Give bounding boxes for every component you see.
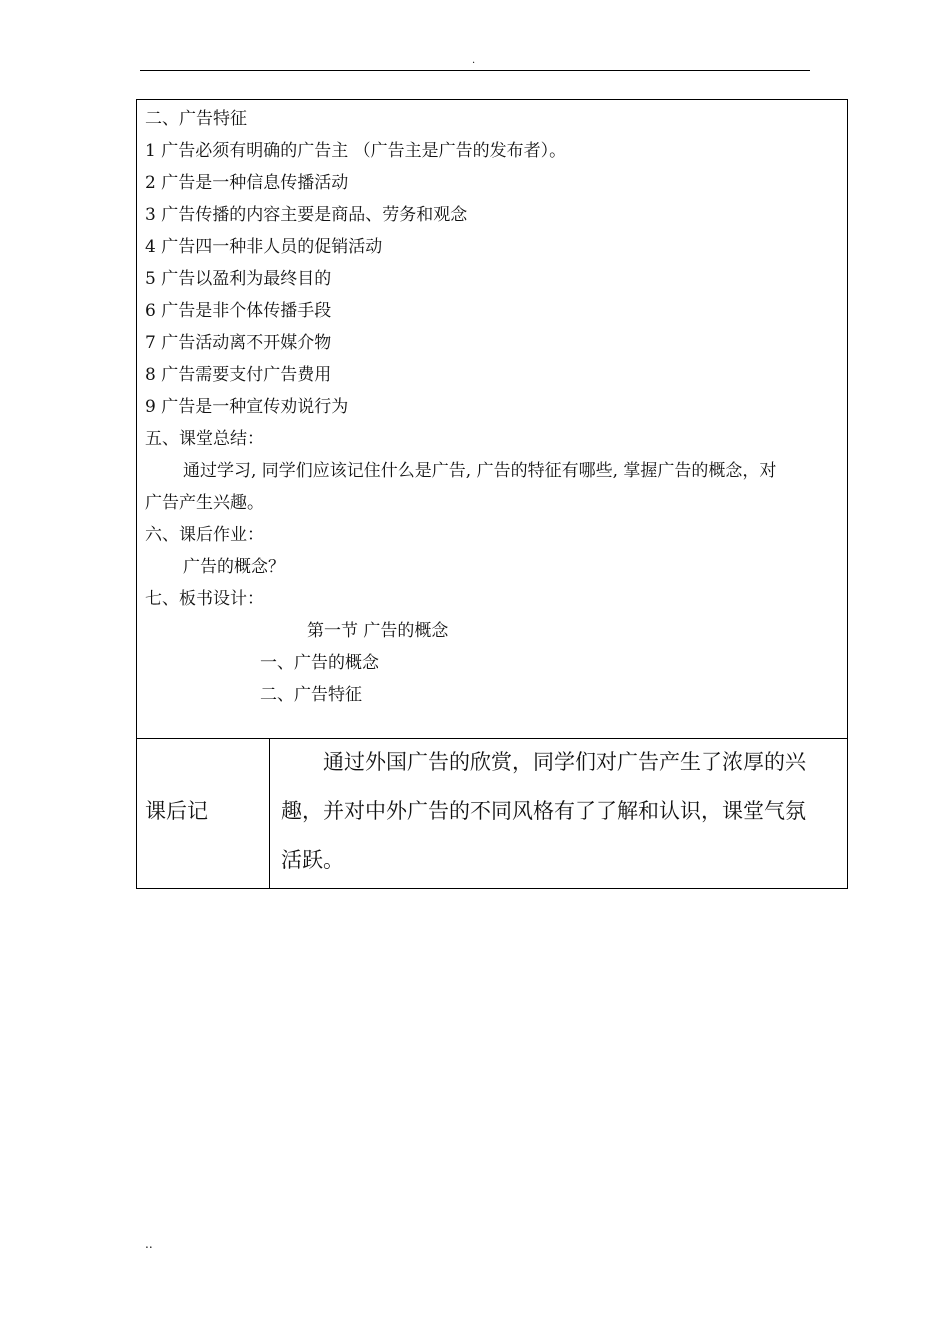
section2-title: 二、广告特征 <box>145 109 247 129</box>
feature-item-5: 5 广告以盈利为最终目的 <box>145 269 332 289</box>
lesson-content-cell <box>136 99 848 739</box>
reflection-label: 课后记 <box>145 799 208 823</box>
board-item-2: 二、广告特征 <box>260 685 362 705</box>
summary-text-line1: 通过学习, 同学们应该记住什么是广告, 广告的特征有哪些, 掌握广告的概念，对 <box>183 461 777 481</box>
feature-item-4: 4 广告四一种非人员的促销活动 <box>145 237 383 257</box>
reflection-text-line3: 活跃。 <box>281 848 344 872</box>
feature-item-9: 9 广告是一种宣传劝说行为 <box>145 397 349 417</box>
reflection-label-cell <box>137 739 270 888</box>
feature-item-1: 1 广告必须有明确的广告主 （广告主是广告的发布者）。 <box>145 141 567 161</box>
feature-item-3: 3 广告传播的内容主要是商品、劳务和观念 <box>145 205 468 225</box>
summary-text-line2: 广告产生兴趣。 <box>145 493 264 513</box>
feature-item-2: 2 广告是一种信息传播活动 <box>145 173 349 193</box>
footer-mark: .. <box>145 1237 153 1251</box>
section5-title: 五、课堂总结： <box>145 429 264 449</box>
header-mark: . <box>472 55 476 66</box>
feature-item-7: 7 广告活动离不开媒介物 <box>145 333 332 353</box>
reflection-text-line2: 趣，并对中外广告的不同风格有了了解和认识，课堂气氛 <box>281 799 806 823</box>
header-rule <box>140 70 810 71</box>
section6-title: 六、课后作业： <box>145 525 264 545</box>
feature-item-6: 6 广告是非个体传播手段 <box>145 301 332 321</box>
section7-title: 七、板书设计： <box>145 589 264 609</box>
board-item-1: 一、广告的概念 <box>260 653 379 673</box>
feature-item-8: 8 广告需要支付广告费用 <box>145 365 332 385</box>
homework-text: 广告的概念？ <box>183 557 285 577</box>
reflection-text-line1: 通过外国广告的欣赏，同学们对广告产生了浓厚的兴 <box>323 750 806 774</box>
reflection-row <box>136 738 848 889</box>
board-title: 第一节 广告的概念 <box>307 621 449 641</box>
